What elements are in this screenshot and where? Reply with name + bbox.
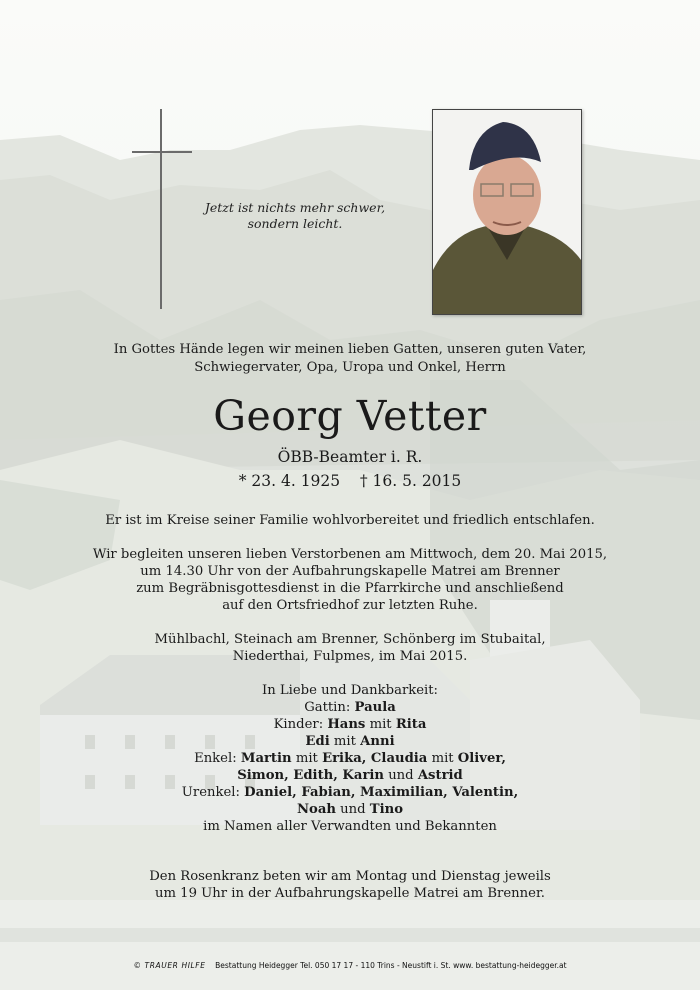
family-intro: In Liebe und Dankbarkeit: xyxy=(261,683,439,698)
footer-contact: Bestattung Heidegger Tel. 050 17 17 - 110 Trins - Neustift i. St. www. bestattung-heidegger.at xyxy=(215,961,567,970)
intro-line: In Gottes Hände legen wir meinen lieben Gatten, unseren guten Vater, xyxy=(113,342,587,357)
rosary-line: um 19 Uhr in der Aufbahrungskapelle Matrei am Brenner. xyxy=(154,886,545,901)
funeral-line: auf den Ortsfriedhof zur letzten Ruhe. xyxy=(222,598,478,613)
funeral-line: um 14.30 Uhr von der Aufbahrungskapelle Matrei am Brenner xyxy=(140,564,560,579)
motto-line: sondern leicht. xyxy=(247,216,343,231)
portrait-illustration xyxy=(433,110,581,314)
footer xyxy=(0,961,700,970)
intro-line: Schwiegervater, Opa, Uropa und Onkel, Herrn xyxy=(194,360,506,375)
rosary-line: Den Rosenkranz beten wir am Montag und Dienstag jeweils xyxy=(149,869,551,884)
places-line: Niederthai, Fulpmes, im Mai 2015. xyxy=(232,649,468,664)
family-grandchildren: Enkel: Martin mit Erika, Claudia mit Oliver, xyxy=(194,751,506,766)
portrait-photo xyxy=(432,109,582,315)
family-great-grandchildren: Urenkel: Daniel, Fabian, Maximilian, Valentin, xyxy=(181,785,519,800)
cross-horizontal-bar xyxy=(132,151,192,153)
deceased-name: Georg Vetter xyxy=(213,392,487,440)
family-grandchildren-2: Simon, Edith, Karin und Astrid xyxy=(237,768,463,783)
life-dates: * 23. 4. 1925 † 16. 5. 2015 xyxy=(238,472,462,490)
footer-logo: © TRAUER HILFE xyxy=(133,961,206,970)
passing-statement: Er ist im Kreise seiner Familie wohlvorbereitet und friedlich entschlafen. xyxy=(105,513,595,528)
funeral-line: Wir begleiten unseren lieben Verstorbenen am Mittwoch, dem 20. Mai 2015, xyxy=(92,547,608,562)
motto-line: Jetzt ist nichts mehr schwer, xyxy=(204,200,386,215)
places-line: Mühlbachl, Steinach am Brenner, Schönberg im Stubaital, xyxy=(154,632,546,647)
profession: ÖBB-Beamter i. R. xyxy=(277,448,423,466)
family-children: Kinder: Hans mit Rita xyxy=(273,717,427,732)
family-spouse: Gattin: Paula xyxy=(304,700,396,715)
funeral-line: zum Begräbnisgottesdienst in die Pfarrkirche und anschließend xyxy=(136,581,564,596)
cross-vertical-bar xyxy=(160,109,162,309)
family-great-grandchildren-2: Noah und Tino xyxy=(296,802,404,817)
family-children-2: Edi mit Anni xyxy=(305,734,395,749)
family-closing: im Namen aller Verwandten und Bekannten xyxy=(203,819,497,834)
motto xyxy=(200,200,390,232)
